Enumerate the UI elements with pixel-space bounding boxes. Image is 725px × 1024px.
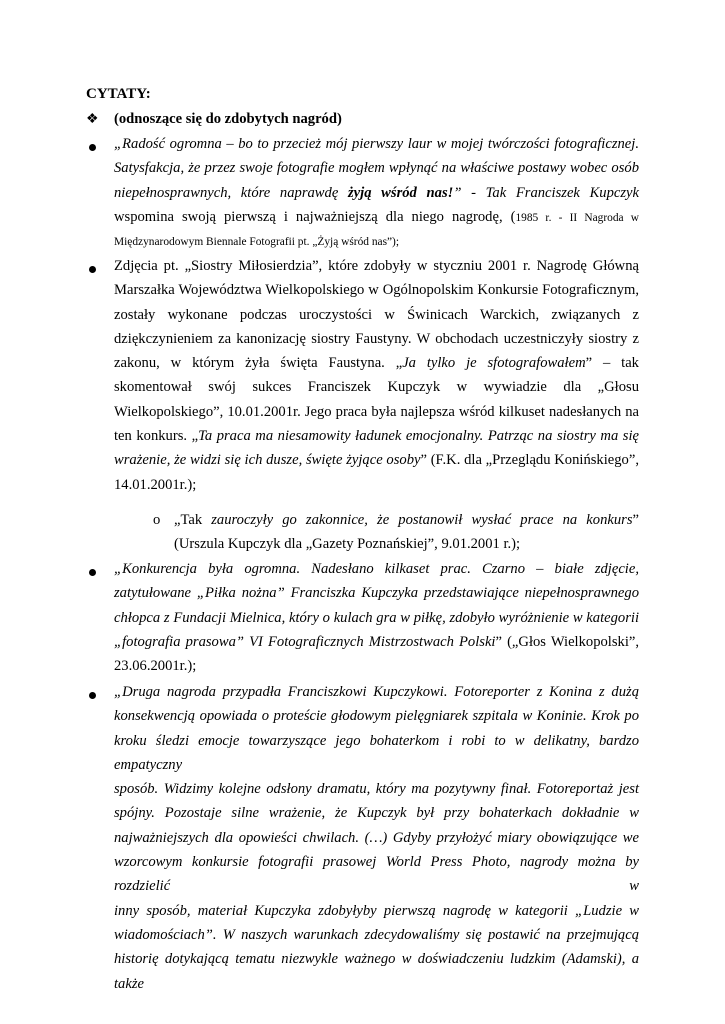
page-heading: CYTATY:: [86, 86, 151, 102]
bullet-icon: [89, 692, 96, 699]
bullet-icon: [89, 569, 96, 576]
section-subheading: (odnoszące się do zdobytych nagród): [114, 111, 342, 127]
bullet-icon: [89, 266, 96, 273]
quote-2-sub: „Tak zauroczyły go zakonnice, że postanowił wysłać prace na konkurs” (Urszula Kupczyk dla „Gazety Poznańskiej”, 9.01.2001 r.);: [174, 512, 639, 553]
circle-bullet-icon: o: [153, 512, 161, 528]
quote-1: „Radość ogromna – bo to przecież mój pierwszy laur w mojej twórczości fotograficznej. Satysfakcja, że przez swoje fotografie mogłem wpłynąć na właściwe postawy wobec osób niepełnosprawnych, które naprawdę żyją wśród nas!” - Tak Franciszek Kupczyk wspomina swoją pierwszą i najważniejszą dla niego nagrodę, (1985 r. - II Nagroda w Międzynarodowym Biennale Fotografii pt. „Żyją wśród nas”);: [114, 136, 640, 249]
quote-3: „Konkurencja była ogromna. Nadesłano kilkaset prac. Czarno – białe zdjęcie, zatytułowane „Piłka nożna” Franciszka Kupczyka przedstawiające niepełnosprawnego chłopca z Fundacji Mielnica, który o kulach gra w piłkę, zdobyło wyróżnienie w kategorii „fotografia prasowa” VI Fotograficznych Mistrzostwach Polski” („Głos Wielkopolski”, 23.06.2001r.);: [114, 561, 639, 675]
quote-2: Zdjęcia pt. „Siostry Miłosierdzia”, które zdobyły w styczniu 2001 r. Nagrodę Główną Marszałka Województwa Wielkopolskiego w Ogólnopolskim Konkursie Fotograficznym, zostały wykonane podczas uroczystości w Świnicach Warckich, związanych z dziękczynieniem za kanonizację siostry Faustyny. W obchodach uczestniczyły siostry z zakonu, w którym żyła święta Faustyna. „Ja tylko je sfotografowałem” – tak skomentował swój sukces Franciszek Kupczyk w wywiadzie dla „Głosu Wielkopolskiego”, 10.01.2001r. Jego praca była najlepsza wśród kilkuset nadesłanych na ten konkurs. „Ta praca ma niesamowity ładunek emocjonalny. Patrząc na siostry ma się wrażenie, że widzi się ich dusze, święte żyjące osoby” (F.K. dla „Przeglądu Konińskiego”, 14.01.2001r.);: [114, 258, 640, 493]
quote-4: „Druga nagroda przypadła Franciszkowi Kupczykowi. Fotoreporter z Konina z dużą konsekwencją opowiada o proteście głodowym pielęgniarek szpitala w Koninie. Krok po kroku śledzi emocje towarzyszące jego bohaterkom i robi to w delikatny, bardzo empatyczny sposób. Widzimy kolejne odsłony dramatu, który ma pozytywny finał. Fotoreportaż jest spójny. Pozostaje silne wrażenie, że Kupczyk był przy bohaterkach dokładnie w najważniejszych dla opowieści chwilach. (…) Gdyby przyłożyć miary obowiązujące we wzorcowym konkursie fotografii prasowej World Press Photo, nagrody można by rozdzielić w inny sposób, materiał Kupczyka zdobyłyby pierwszą nagrodę w kategorii „Ludzie w wiadomościach”. W naszych warunkach zdecydowaliśmy się postawić na przejmującą historię dotykającą tematu niezwykle ważnego w doświadczeniu ludzkim (Adamski), a także: [114, 684, 639, 992]
diamond-bullet-icon: ❖: [86, 112, 99, 127]
bullet-icon: [89, 144, 96, 151]
